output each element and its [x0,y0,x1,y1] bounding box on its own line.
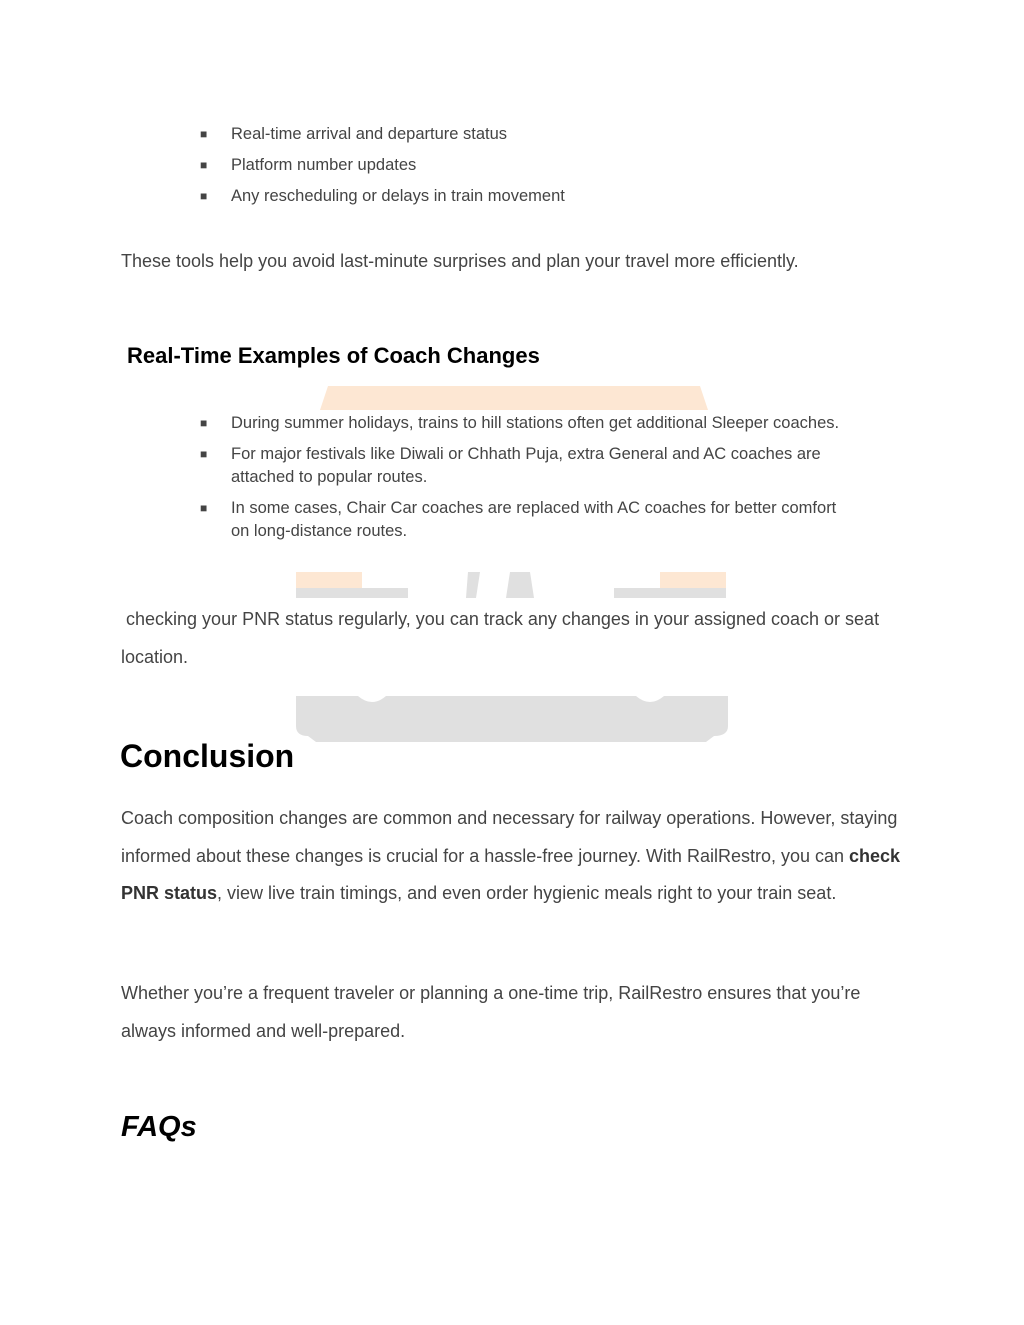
list-item: ■ Any rescheduling or delays in train movement [200,185,840,208]
list-item: ■ During summer holidays, trains to hill stations often get additional Sleeper coaches. [200,412,840,435]
tools-paragraph: These tools help you avoid last-minute surprises and plan your travel more efficiently. [121,251,799,271]
bullet-icon: ■ [200,416,208,430]
bullet-icon: ■ [200,189,208,203]
examples-heading: Real-Time Examples of Coach Changes [127,343,540,368]
list-item: ■ Platform number updates [200,154,840,177]
bullet-icon: ■ [200,501,208,515]
list-item: ■ In some cases, Chair Car coaches are replaced with AC coaches for better comfort on long-distance routes. [200,499,837,540]
list-item: ■ For major festivals like Diwali or Chhath Puja, extra General and AC coaches are attached to popular routes. [200,445,821,486]
bullet-icon: ■ [200,158,208,172]
conclusion-paragraph: Coach composition changes are common and necessary for railway operations. However, staying informed about these changes is crucial for a hassle-free journey. With RailRestro, you can check PNR status, view live train timings, and even order hygienic meals right to your train seat. [121,808,901,903]
list-item: ■ Real-time arrival and departure status [200,123,840,146]
pnr-paragraph: checking your PNR status regularly, you can track any changes in your assigned coach or seat location. [121,609,885,667]
check-pnr-status-text: check PNR status [121,845,901,903]
bullet-icon: ■ [200,447,208,461]
conclusion-heading: Conclusion [120,738,295,774]
examples-list [200,412,840,551]
faqs-heading: FAQs [121,1111,197,1143]
bullet-icon: ■ [200,127,208,141]
status-features-list [200,123,840,216]
closing-paragraph: Whether you’re a frequent traveler or planning a one-time trip, RailRestro ensures that you’re always informed and well-prepared. [121,983,861,1041]
